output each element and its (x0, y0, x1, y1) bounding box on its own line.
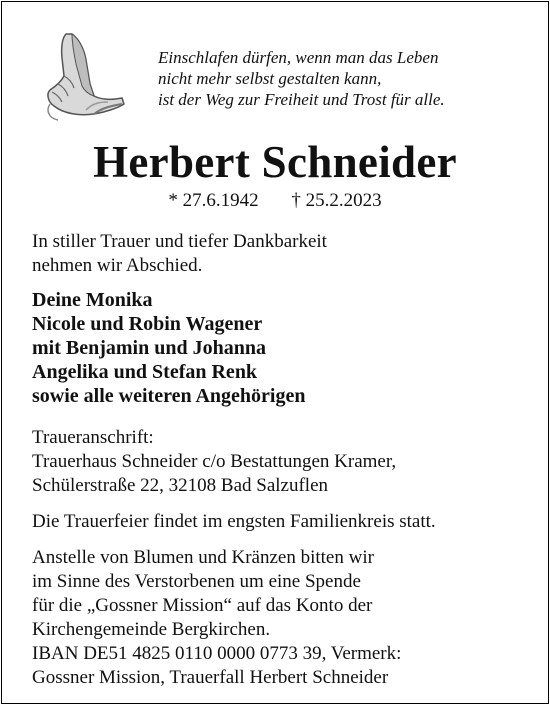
birth-date: * 27.6.1942 (168, 190, 259, 211)
donation-note (32, 546, 532, 690)
intro-line: In stiller Trauer und tiefer Dankbarkeit (32, 231, 327, 252)
mourner: mit Benjamin und Johanna (32, 337, 266, 359)
mourner: sowie alle weiteren Angehörigen (32, 385, 306, 407)
intro-line: nehmen wir Abschied. (32, 255, 203, 276)
intro-text (32, 230, 532, 278)
death-date: † 25.2.2023 (291, 190, 382, 211)
donation-line: Gossner Mission, Trauerfall Herbert Schneider (32, 667, 389, 688)
ceremony-line: Die Trauerfeier findet im engsten Familienkreis statt. (32, 511, 436, 532)
verse-quote (158, 47, 518, 110)
mourner: Nicole und Robin Wagener (32, 313, 263, 335)
donation-line: Kirchengemeinde Bergkirchen. (32, 619, 271, 640)
mourner: Deine Monika (32, 289, 153, 311)
verse-line: nicht mehr selbst gestalten kann, (158, 69, 382, 88)
donation-line: im Sinne des Verstorbenen um eine Spende (32, 571, 361, 592)
mourning-address (32, 426, 532, 498)
address-line: Schülerstraße 22, 32108 Bad Salzuflen (32, 475, 329, 496)
ceremony-note (32, 510, 532, 534)
mourner: Angelika und Stefan Renk (32, 361, 258, 383)
donation-line: Anstelle von Blumen und Kränzen bitten wir (32, 547, 374, 568)
deceased-name: Herbert Schneider (93, 137, 457, 187)
obituary-notice (1, 1, 549, 704)
donation-line: IBAN DE51 4825 0110 0000 0773 39, Vermerk: (32, 643, 402, 664)
address-line: Traueranschrift: (32, 427, 154, 448)
verse-line: Einschlafen dürfen, wenn man das Leben (158, 48, 439, 67)
mourners-list (32, 288, 532, 408)
donation-line: für die „Gossner Mission“ auf das Konto der (32, 595, 373, 616)
verse-line: ist der Weg zur Freiheit und Trost für alle. (158, 90, 445, 109)
address-line: Trauerhaus Schneider c/o Bestattungen Kramer, (32, 451, 397, 472)
life-dates (2, 189, 548, 213)
praying-hands-icon (28, 24, 128, 124)
